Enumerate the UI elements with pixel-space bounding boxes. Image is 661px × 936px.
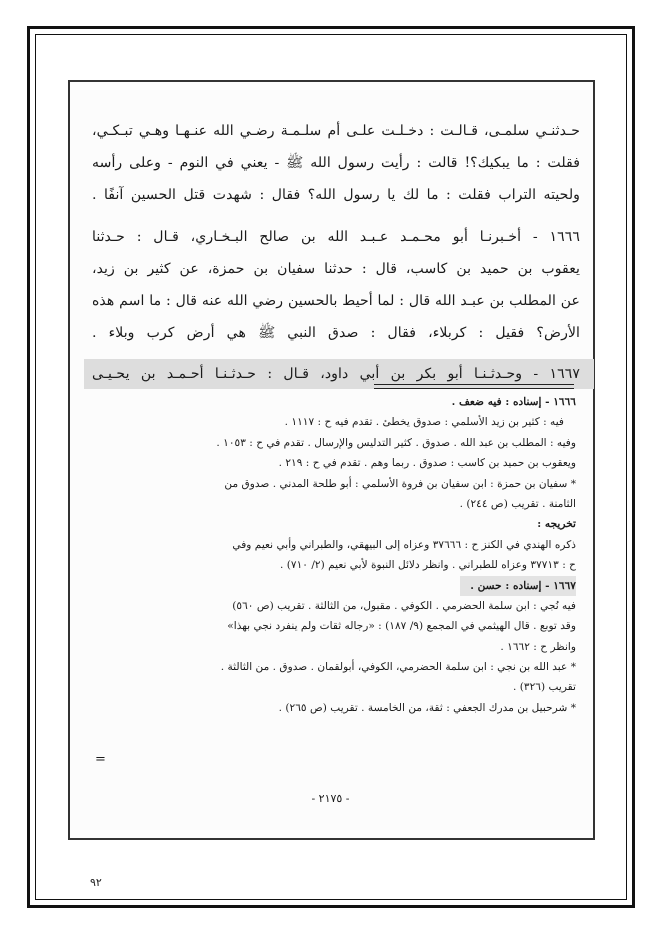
text-line: فقلت : ما يبكيك؟! قالت : رأيت رسول الله ﷺ - يعني في النوم - وعلى رأسه bbox=[92, 155, 580, 171]
note-line: وفيه : المطلب بن عبد الله . صدوق . كثير التدليس والإرسال . تقدم في ح : ١٠٥٣ . bbox=[216, 436, 576, 449]
text-line: ولحيته التراب فقلت : ما لك يا رسول الله؟ فقال : شهدت قتل الحسين آنفًا . bbox=[92, 187, 580, 203]
note-1666-heading: ١٦٦٦ - إسناده : فيه ضعف . bbox=[451, 396, 576, 408]
text-line: حـدثنـي سلمـى، قـالـت : دخـلـت علـى أم سلـمـة رضـي الله عنـهـا وهـي تبـكـي، bbox=[92, 123, 580, 139]
takhrij-heading: تخريجه : bbox=[537, 518, 576, 531]
continuation-mark: = bbox=[95, 752, 106, 767]
footnote-divider bbox=[374, 388, 574, 389]
note-line: * سفيان بن حمزة : ابن سفيان بن فروة الأسلمي : أبو طلحة المدني . صدوق من bbox=[224, 477, 576, 490]
note-line: ح : ٣٧٧١٣ وعزاه للطبراني . وانظر دلائل النبوة لأبي نعيم (٢/ ٧١٠) . bbox=[280, 559, 576, 572]
note-line: وقد توبع . قال الهيثمي في المجمع (٩/ ١٨٧) : «رجاله ثقات ولم ينفرد نجي بهذا» bbox=[227, 620, 576, 633]
page-number: - ٢١٧٥ - bbox=[311, 792, 350, 805]
note-line: الثامنة . تقريب (ص ٢٤٤) . bbox=[459, 497, 576, 510]
hadith-1667-line: ١٦٦٧ - وحـدثـنـا أبو بكر بن أبي داود، قـال : حـدثـنـا أحـمـد بن يحـيـى bbox=[84, 359, 594, 389]
text-line: الأرض؟ فقيل : كربلاء، فقال : صدق النبي ﷺ هي أرض كرب وبلاء . bbox=[92, 325, 580, 341]
note-line: تقريب (٣٢٦) . bbox=[513, 681, 576, 694]
note-line: وانظر ح : ١٦٦٢ . bbox=[500, 640, 576, 653]
main-text bbox=[92, 115, 580, 389]
note-line: فيه نُجي : ابن سلمة الحضرمي . الكوفي . مقبول، من الثالثة . تقريب (ص ٥٦٠) bbox=[232, 599, 576, 612]
note-line: فيه : كثير بن زيد الأسلمي : صدوق يخطئ . تقدم فيه ح : ١١١٧ . bbox=[284, 416, 564, 429]
hadith-1666-line: ١٦٦٦ - أخـبرنـا أبو محـمـد عـبـد الله بن صالح البـخـاري، قـال : حـدثنا bbox=[92, 229, 580, 245]
note-line: * عبد الله بن نجي : ابن سلمة الحضرمي، الكوفي، أبولقمان . صدوق . من الثالثة . bbox=[220, 661, 576, 674]
note-line: ذكره الهندي في الكنز ح : ٣٧٦٦٦ وعزاه إلى البيهقي، والطبراني وأبي نعيم وفي bbox=[232, 538, 576, 551]
text-line: عن المطلب بن عبـد الله قال : لما أحيط بالحسين رضي الله عنه قال : ما اسم هذه bbox=[92, 293, 580, 309]
footnote-divider bbox=[374, 384, 574, 385]
footnotes bbox=[98, 392, 576, 718]
note-line: ويعقوب بن حميد بن كاسب : صدوق . ربما وهم . تقدم في ح : ٢١٩ . bbox=[278, 457, 576, 470]
note-1667-heading: ١٦٦٧ - إسناده : حسن . bbox=[460, 576, 576, 596]
text-line: يعقوب بن حميد بن كاسب، قال : حدثنا سفيان بن حمزة، عن كثير بن زيد، bbox=[92, 261, 580, 277]
folio-number: ٩٢ bbox=[90, 876, 102, 889]
note-line: * شرحبيل بن مدرك الجعفي : ثقة، من الخامسة . تقريب (ص ٢٦٥) . bbox=[278, 701, 576, 714]
